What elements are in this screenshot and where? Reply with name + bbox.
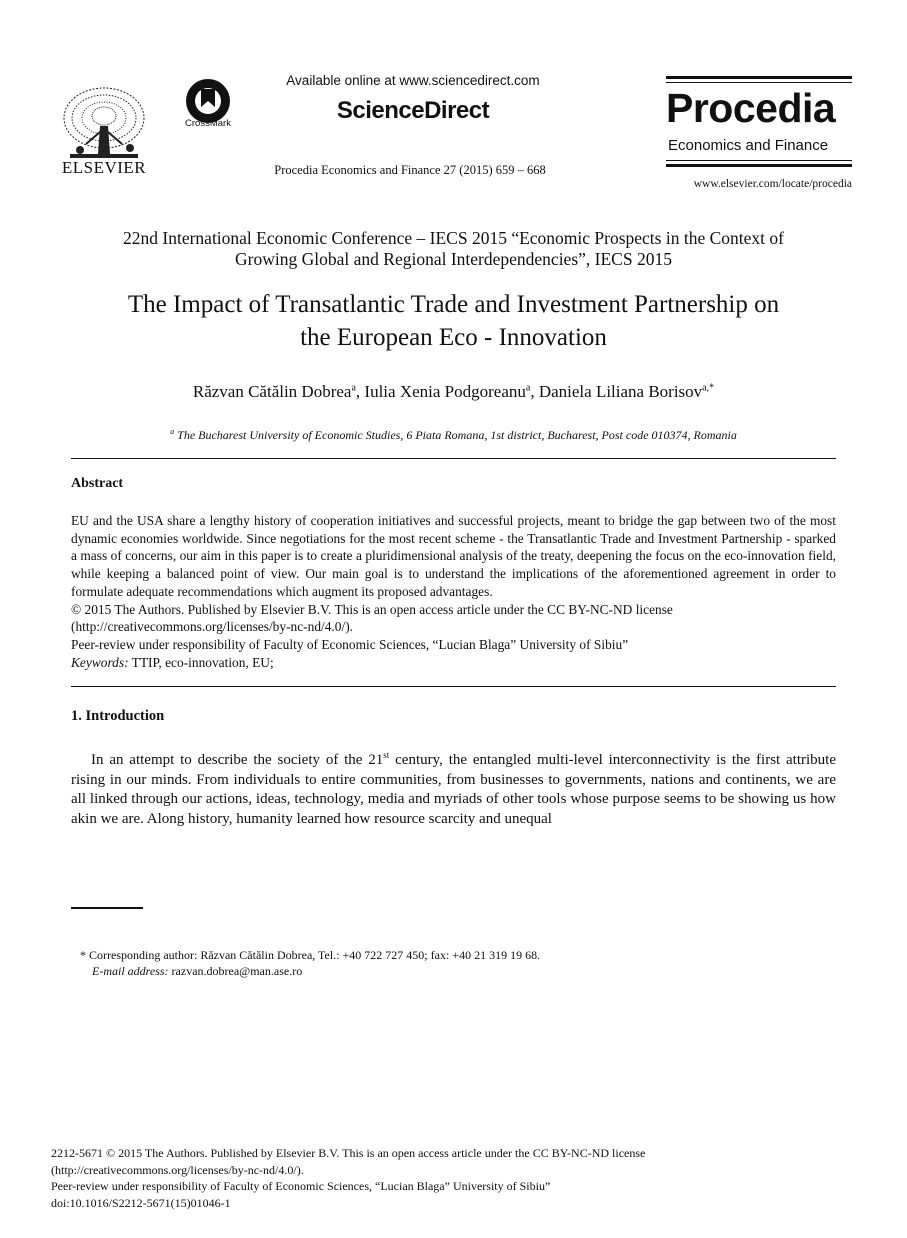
corresponding-author: * Corresponding author: Răzvan Cătălin Dobrea, Tel.: +40 722 727 450; fax: +40 21 319 19 68. (80, 948, 541, 962)
keywords-list: TTIP, eco-innovation, EU; (128, 654, 274, 670)
author-separator: , (355, 382, 365, 401)
divider (71, 686, 836, 687)
procedia-rule-top-thin (666, 82, 852, 83)
author-separator: , (530, 382, 539, 401)
email-address[interactable]: razvan.dobrea@man.ase.ro (168, 963, 303, 978)
ordinal-suffix: st (383, 750, 390, 760)
procedia-wordmark: Procedia (666, 85, 836, 131)
doi[interactable]: doi:10.1016/S2212-5671(15)01046-1 (51, 1195, 231, 1210)
conference-line: Growing Global and Regional Interdependencies”, IECS 2015 (235, 249, 672, 269)
procedia-rule-bottom-thin (666, 160, 852, 161)
author-affiliation-mark: a,* (702, 382, 715, 394)
procedia-rule-bottom (666, 164, 852, 167)
available-online-link[interactable]: Available online at www.sciencedirect.com (286, 73, 540, 88)
intro-paragraph (71, 746, 836, 830)
procedia-subtitle: Economics and Finance (668, 137, 829, 154)
elsevier-wordmark: ELSEVIER (61, 158, 147, 177)
procedia-url-link[interactable]: www.elsevier.com/locate/procedia (693, 178, 852, 190)
author-name: Iulia Xenia Podgoreanu (364, 382, 526, 401)
title-line: The Impact of Transatlantic Trade and Investment Partnership on (127, 291, 780, 318)
license-link[interactable]: (http://creativecommons.org/licenses/by-nc-nd/4.0/). (51, 1162, 304, 1177)
intro-text: century, the entangled multi-level interconnectivity is the first attribute rising in our minds. From individuals to entire communities, from businesses to governments, nations and continents, we are all linked through our actions, ideas, technology, media and myriads of other tools whose purpose seems to be showing us how akin we are. Along history, humanity learned how resource scarcity and unequal (71, 752, 836, 828)
license-link[interactable]: (http://creativecommons.org/licenses/by-nc-nd/4.0/). (71, 619, 354, 635)
intro-text: In an attempt to describe the society of the 21 (91, 752, 384, 768)
footnote-rule (71, 907, 143, 909)
footnote (80, 948, 540, 979)
title-line: the European Eco - Innovation (300, 324, 607, 351)
conference-line: 22nd International Economic Conference – IECS 2015 “Economic Prospects in the Context of (123, 228, 784, 248)
crossmark-label: CrossMark (185, 118, 231, 129)
paper-title (60, 288, 847, 354)
email-line (80, 964, 540, 980)
author-affiliation-mark: a (525, 382, 531, 394)
abstract (71, 512, 836, 671)
affiliation-text: The Bucharest University of Economic Studies, 6 Piata Romana, 1st district, Bucharest, Post code 010374, Romania (174, 428, 737, 442)
affiliation (60, 427, 847, 443)
author-list (60, 382, 847, 402)
author-affiliation-mark: a (351, 382, 356, 394)
author-name: Răzvan Cătălin Dobrea (192, 382, 352, 401)
conference-name (60, 228, 847, 270)
affiliation-mark: a (170, 427, 175, 436)
author-name: Daniela Liliana Borisov (538, 382, 703, 401)
abstract-text: EU and the USA share a lengthy history of cooperation initiatives and successful projects, meant to bridge the gap between two of the most dynamic economies worldwide. Since negotiations for the most recent scheme - the Transatlantic Trade and Investment Partnership - sparked a mass of concerns, our aim in this paper is to create a pluridimensional analysis of the treaty, deepening the focus on the eco-innovation field, while keeping a balanced point of view. Our main goal is to understand the implications of the aforementioned agreement in order to formulate adequate recommendations which augment its proposed advantages. (71, 513, 836, 599)
journal-reference: Procedia Economics and Finance 27 (2015) 659 – 668 (274, 163, 546, 177)
sciencedirect-wordmark[interactable]: ScienceDirect (336, 97, 490, 124)
bottom-notice (51, 1145, 851, 1211)
peer-review-text: Peer-review under responsibility of Faculty of Economic Sciences, “Lucian Blaga” University of Sibiu” (71, 636, 629, 652)
email-label: E-mail address: (92, 963, 169, 978)
keywords-label: Keywords: (71, 654, 129, 670)
procedia-rule-top (666, 76, 852, 79)
issn-license: 2212-5671 © 2015 The Authors. Published by Elsevier B.V. This is an open access article under the CC BY-NC-ND license (51, 1146, 646, 1160)
keywords (71, 654, 836, 672)
abstract-heading: Abstract (71, 476, 124, 491)
section-heading: 1. Introduction (71, 708, 165, 724)
license-text: © 2015 The Authors. Published by Elsevier B.V. This is an open access article under the CC BY-NC-ND license (71, 601, 673, 617)
divider (71, 458, 836, 459)
peer-review-text: Peer-review under responsibility of Faculty of Economic Sciences, “Lucian Blaga” University of Sibiu” (51, 1179, 551, 1193)
